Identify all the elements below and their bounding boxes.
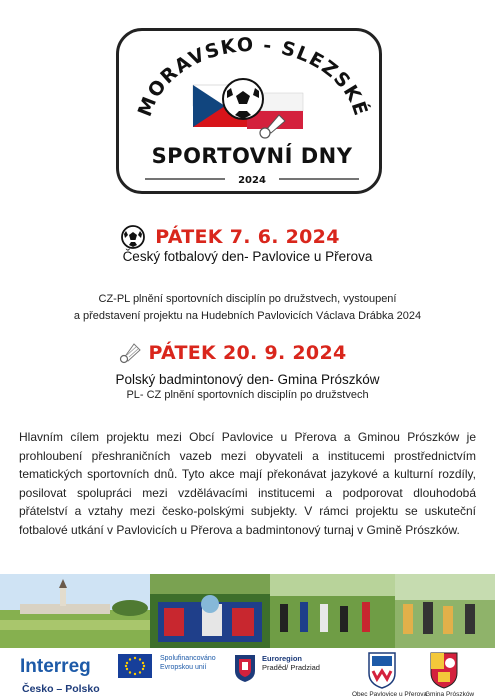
event2-line1: PL- CZ plnění sportovních disciplín po družstvech [126, 389, 369, 401]
logo-year: 2024 [238, 175, 266, 186]
event2-date: PÁTEK 20. 9. 2024 [148, 342, 347, 364]
event1-line2: a představení projektu na Hudebních Pavlovicích Václava Drábka 2024 [73, 310, 422, 322]
football-icon [223, 79, 263, 119]
event-logo [116, 28, 382, 194]
eu-cofinanced-text: Spolufinancováno Evropskou unií [160, 655, 216, 671]
gmina-caption: Gmina Prószków [425, 691, 475, 698]
euroregion-logo-icon [233, 653, 257, 683]
logo-arc-text: MORAVSKO - SLEZSKÉ [133, 33, 373, 120]
gmina-proszkow-crest-icon [429, 651, 459, 689]
event2-subtitle: Polský badmintonový den- Gmina Prószków [115, 372, 380, 387]
logo-title: SPORTOVNÍ DNY [151, 144, 353, 168]
eu-flag-icon [118, 654, 152, 678]
project-description: Hlavním cílem projektu mezi Obcí Pavlovice u Přerova a Gminou Prószków je prohloubení přeshraničních vazeb mezi obyvateli a institucemi prostřednictvím tematických sportovních dnů. Tyto akce mají překonávat jazykové a kulturní rozdíly, posilovat spolupráci mezi vzdělávacími institucemi a podporovat dlouhodobá přátelství a vztahy mezi česko-polskými subjekty. V rámci projektu se uskuteční fotbalové utkání v Pavlovicích u Přerova a badmintonový turnaj v Gmině Prószków. [19, 430, 476, 537]
pavlovice-crest-icon [367, 651, 397, 689]
village-photo [0, 574, 150, 648]
logo-graphic [119, 31, 385, 197]
team-photo [150, 574, 270, 648]
interreg-subtitle: Česko – Polsko [22, 683, 100, 695]
event1-date: PÁTEK 7. 6. 2024 [155, 226, 340, 248]
euroregion-text: Euroregion Praděd/ Pradziad [262, 654, 320, 672]
event1-line1: CZ-PL plnění sportovních disciplín po družstvech, vystoupení [98, 293, 397, 305]
photo-strip [0, 574, 495, 648]
event-crowd-photo [395, 574, 495, 648]
field-group-photo [270, 574, 395, 648]
pavlovice-caption: Obec Pavlovice u Přerova [352, 691, 428, 698]
event1-subtitle: Český fotbalový den- Pavlovice u Přerova [122, 249, 373, 264]
partner-logos [0, 648, 495, 700]
interreg-logo: Interreg [20, 656, 91, 677]
